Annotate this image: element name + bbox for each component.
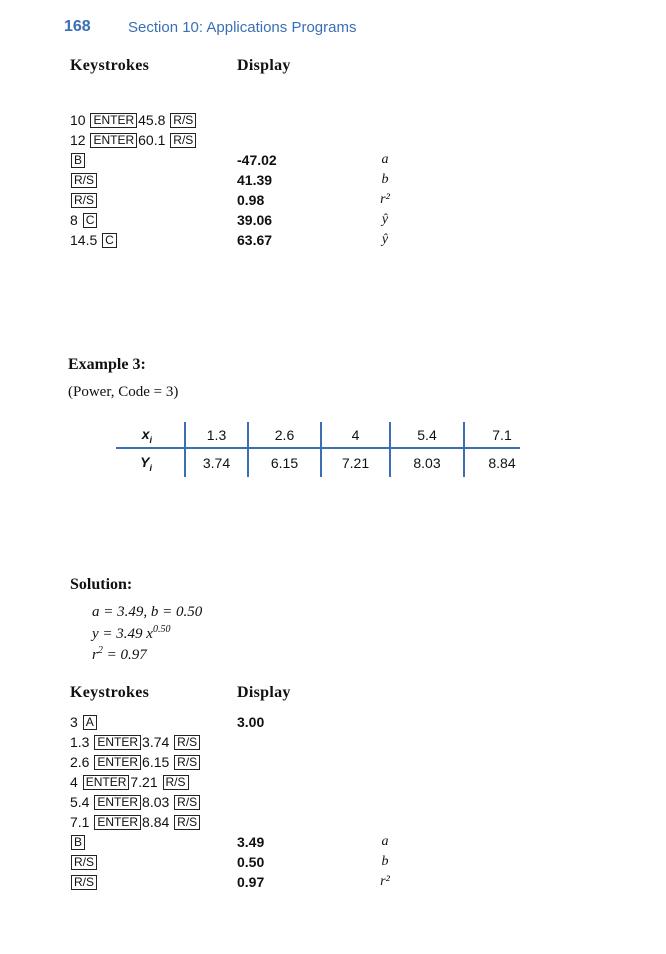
table-cell-y: 6.15 xyxy=(270,455,299,471)
calculator-key: B xyxy=(71,153,85,168)
section-title: Section 10: Applications Programs xyxy=(128,19,357,36)
row-label-y: $Y_i$ xyxy=(140,454,152,473)
keystroke-number: 8.03 xyxy=(142,794,174,810)
keystroke-number: 10 xyxy=(70,112,90,128)
display-value: 63.67 xyxy=(237,232,273,248)
keystroke-sequence xyxy=(70,712,98,732)
calculator-key: R/S xyxy=(163,775,189,790)
display-value: 39.06 xyxy=(237,212,273,228)
calculator-key: R/S xyxy=(170,133,196,148)
calculator-key: R/S xyxy=(71,173,97,188)
table-cell-y: 3.74 xyxy=(202,455,231,471)
calculator-key: ENTER xyxy=(94,815,141,830)
result-symbol xyxy=(375,110,395,130)
calculator-key: ENTER xyxy=(90,113,137,128)
display-value: 0.98 xyxy=(237,192,265,208)
result-symbol xyxy=(375,732,395,752)
table-cell-y: 7.21 xyxy=(341,455,370,471)
keystroke-sequence xyxy=(70,150,86,170)
calculator-key: R/S xyxy=(174,795,200,810)
keystroke-sequence xyxy=(70,752,201,772)
result-symbol xyxy=(375,812,395,832)
keystroke-number: 3 xyxy=(70,714,82,730)
calculator-key: R/S xyxy=(71,855,97,870)
keystroke-sequence xyxy=(70,812,201,832)
keystroke-number: 60.1 xyxy=(138,132,170,148)
calculator-key: R/S xyxy=(71,875,97,890)
result-symbol: b xyxy=(381,172,389,187)
calculator-key: R/S xyxy=(71,193,97,208)
display-column-header: Display xyxy=(237,684,291,701)
table-cell-y: 8.84 xyxy=(488,455,516,471)
table-cell-x: 5.4 xyxy=(417,427,437,443)
keystroke-sequence xyxy=(70,832,86,852)
keystroke-number: 14.5 xyxy=(70,232,102,248)
keystroke-number: 8.84 xyxy=(142,814,174,830)
display-value: 0.50 xyxy=(237,854,265,870)
calculator-key: R/S xyxy=(174,815,200,830)
keystroke-number: 5.4 xyxy=(70,794,94,810)
display-value: 3.00 xyxy=(237,714,265,730)
keystroke-number: 3.74 xyxy=(142,734,174,750)
keystroke-number: 12 xyxy=(70,132,90,148)
result-symbol xyxy=(375,130,395,150)
calculator-key: ENTER xyxy=(90,133,137,148)
solution-coefficients: a = 3.49, b = 0.50 xyxy=(92,604,203,620)
result-symbol: a xyxy=(381,834,389,849)
table-divider xyxy=(116,447,520,449)
keystroke-number: 6.15 xyxy=(142,754,174,770)
result-symbol: r² xyxy=(380,192,390,207)
keystrokes-column-header: Keystrokes xyxy=(70,684,150,701)
calculator-key: R/S xyxy=(170,113,196,128)
keystroke-sequence xyxy=(70,210,98,230)
keystrokes-column-header: Keystrokes xyxy=(70,57,150,74)
keystroke-sequence xyxy=(70,170,98,190)
keystroke-number: 45.8 xyxy=(138,112,170,128)
table-cell-x: 2.6 xyxy=(274,427,295,443)
result-symbol xyxy=(375,712,395,732)
result-symbol: ŷ xyxy=(381,212,389,227)
result-symbol xyxy=(375,752,395,772)
calculator-key: ENTER xyxy=(83,775,130,790)
result-symbol: a xyxy=(381,152,389,167)
calculator-key: R/S xyxy=(174,735,200,750)
keystroke-number: 1.3 xyxy=(70,734,94,750)
display-value: 3.49 xyxy=(237,834,265,850)
table-cell-x: 1.3 xyxy=(206,427,227,443)
result-symbol xyxy=(375,772,395,792)
solution-r-squared: $r^2 = 0.97$ xyxy=(92,645,147,663)
table-cell-y: 8.03 xyxy=(413,455,441,471)
keystroke-number: 7.1 xyxy=(70,814,94,830)
keystroke-number: 2.6 xyxy=(70,754,94,770)
example-subtitle: (Power, Code = 3) xyxy=(68,384,179,400)
keystroke-sequence xyxy=(70,130,197,150)
display-value: -47.02 xyxy=(237,152,277,168)
keystroke-sequence xyxy=(70,772,190,792)
calculator-key: ENTER xyxy=(94,735,141,750)
keystroke-sequence xyxy=(70,190,98,210)
calculator-key: C xyxy=(102,233,117,248)
display-column-header: Display xyxy=(237,57,291,74)
result-symbol: r² xyxy=(380,874,390,889)
result-symbol: b xyxy=(381,854,389,869)
calculator-key: R/S xyxy=(174,755,200,770)
keystroke-sequence xyxy=(70,872,98,892)
keystroke-sequence xyxy=(70,792,201,812)
keystroke-number: 4 xyxy=(70,774,82,790)
row-label-x: $x_i$ xyxy=(141,426,152,445)
calculator-key: ENTER xyxy=(94,795,141,810)
solution-title: Solution: xyxy=(70,576,133,593)
display-value: 41.39 xyxy=(237,172,273,188)
result-symbol xyxy=(375,792,395,812)
solution-equation: y = 3.49 $x^{0.50}$ xyxy=(92,624,171,642)
calculator-key: A xyxy=(83,715,97,730)
keystroke-sequence xyxy=(70,732,201,752)
calculator-key: B xyxy=(71,835,85,850)
page-number: 168 xyxy=(64,18,91,35)
keystroke-sequence xyxy=(70,110,197,130)
table-cell-x: 4 xyxy=(351,427,360,443)
display-value: 0.97 xyxy=(237,874,265,890)
example-title: Example 3: xyxy=(68,356,146,373)
calculator-key: ENTER xyxy=(94,755,141,770)
table-cell-x: 7.1 xyxy=(492,427,512,443)
calculator-key: C xyxy=(83,213,98,228)
keystroke-number: 7.21 xyxy=(130,774,162,790)
keystroke-number: 8 xyxy=(70,212,82,228)
result-symbol: ŷ xyxy=(381,232,389,247)
keystroke-sequence xyxy=(70,852,98,872)
keystroke-sequence xyxy=(70,230,118,250)
